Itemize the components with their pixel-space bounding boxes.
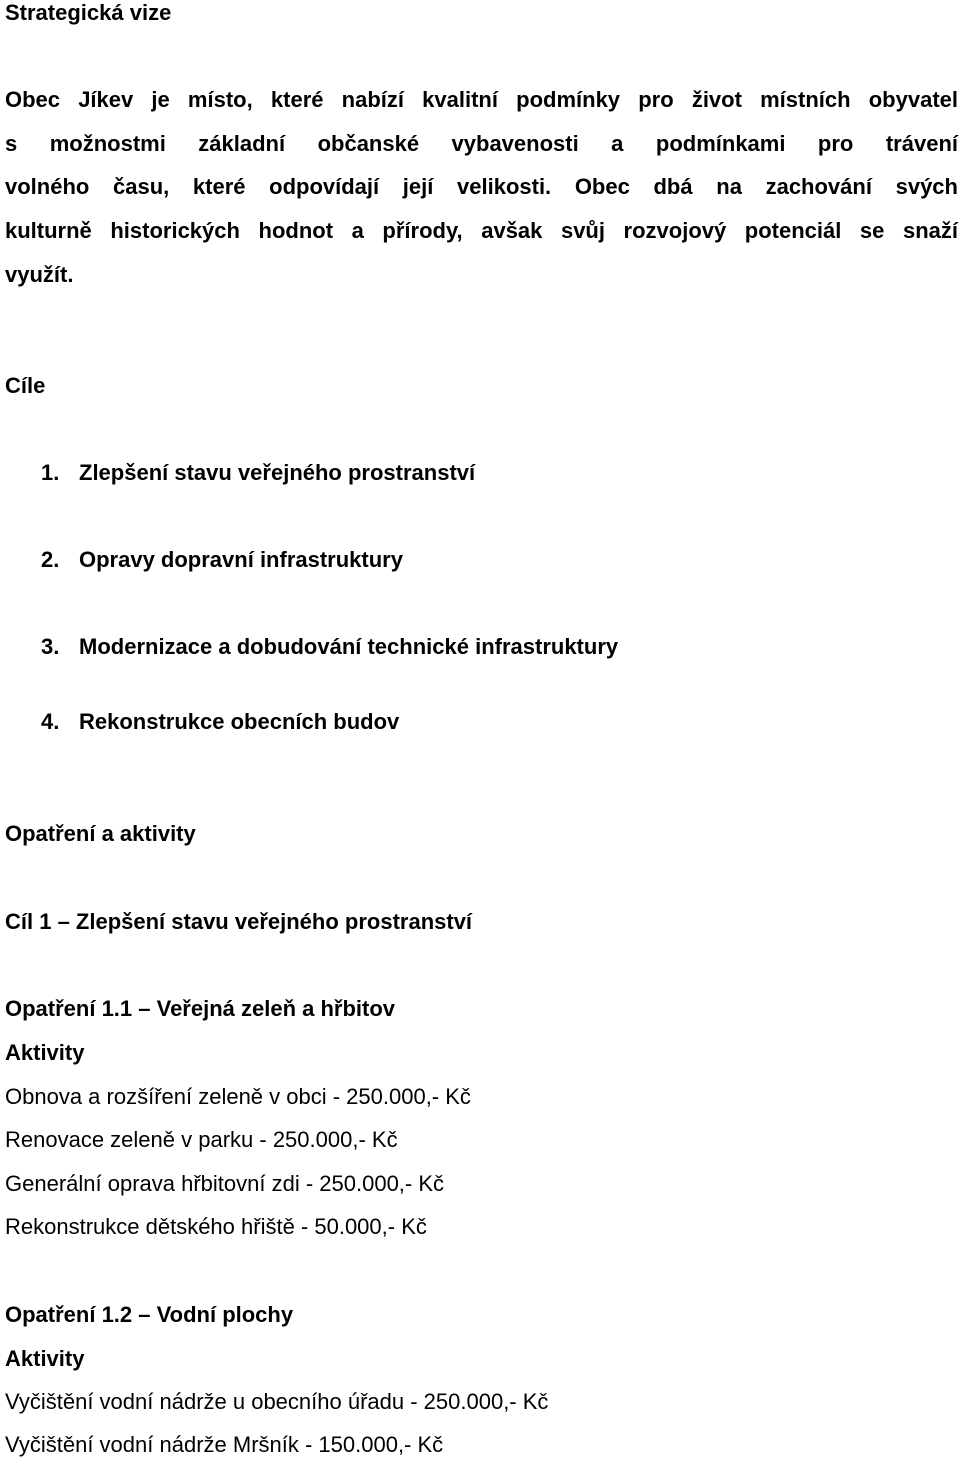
page-title: Strategická vize: [5, 0, 172, 25]
activity-item: Rekonstrukce dětského hřiště - 50.000,- Kč: [5, 1214, 427, 1239]
goal-text: Opravy dopravní infrastruktury: [79, 547, 403, 572]
vision-paragraph: [5, 78, 958, 297]
goals-heading: Cíle: [5, 373, 46, 398]
goal-number: 4.: [41, 709, 60, 734]
goal-text: Modernizace a dobudování technické infrastruktury: [79, 634, 619, 659]
activity-item: Vyčištění vodní nádrže Mršník - 150.000,- Kč: [5, 1432, 444, 1457]
vision-line: s možnostmi základní občanské vybavenosti a podmínkami pro trávení: [5, 130, 958, 156]
goal-number: 2.: [41, 547, 60, 572]
activity-item: Generální oprava hřbitovní zdi - 250.000,- Kč: [5, 1171, 445, 1196]
goal-number: 1.: [41, 460, 60, 485]
goal-number: 3.: [41, 634, 60, 659]
goal-text: Rekonstrukce obecních budov: [79, 709, 400, 734]
activity-item: Obnova a rozšíření zeleně v obci - 250.000,- Kč: [5, 1084, 471, 1109]
goal-item: [41, 709, 399, 735]
measures-heading: Opatření a aktivity: [5, 821, 196, 846]
activities-label: Aktivity: [5, 1346, 85, 1371]
vision-line: Obec Jíkev je místo, které nabízí kvalitní podmínky pro život místních obyvatel: [5, 87, 958, 112]
measure-1-2-heading: Opatření 1.2 – Vodní plochy: [5, 1302, 294, 1327]
vision-line: využít.: [5, 261, 74, 287]
goal-item: [41, 634, 618, 660]
measure-1-1-heading: Opatření 1.1 – Veřejná zeleň a hřbitov: [5, 996, 396, 1021]
goal-item: [41, 547, 403, 573]
vision-line: volného času, které odpovídají její velikosti. Obec dbá na zachování svých: [5, 174, 958, 200]
activities-label: Aktivity: [5, 1040, 85, 1065]
vision-line: kulturně historických hodnot a přírody, avšak svůj rozvojový potenciál se snaží: [5, 218, 958, 244]
activity-item: Renovace zeleně v parku - 250.000,- Kč: [5, 1127, 398, 1152]
activity-item: Vyčištění vodní nádrže u obecního úřadu - 250.000,- Kč: [5, 1389, 549, 1414]
goal-item: [41, 460, 475, 486]
goal-text: Zlepšení stavu veřejného prostranství: [79, 460, 476, 485]
goal1-heading: Cíl 1 – Zlepšení stavu veřejného prostranství: [5, 909, 473, 934]
